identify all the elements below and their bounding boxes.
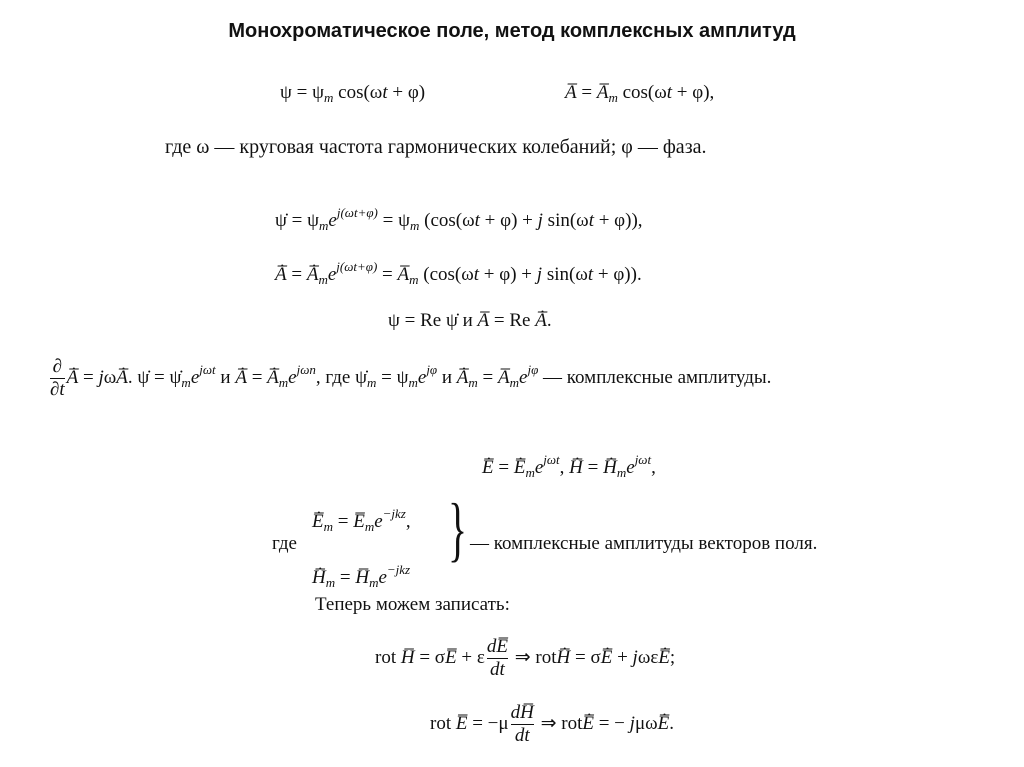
formula-part: jωt bbox=[199, 361, 216, 377]
formula-part: + φ), bbox=[672, 82, 715, 103]
formula-part: e bbox=[378, 567, 387, 588]
formula-part: cos(ω bbox=[617, 82, 667, 103]
formula-part: + bbox=[612, 646, 633, 668]
formula-part: H̅̇ bbox=[312, 567, 326, 588]
where-label: где bbox=[272, 533, 297, 554]
formula-part: H̅̇ bbox=[556, 646, 571, 668]
fraction-partial bbox=[50, 356, 65, 401]
formula-part: . ψ̇ = ψ̇ bbox=[127, 366, 182, 388]
formula-A-complex bbox=[275, 259, 642, 288]
formula-A bbox=[565, 82, 714, 106]
formula-part: sin(ω bbox=[542, 210, 589, 231]
formula-part: E̅ bbox=[455, 712, 468, 734]
fraction-numerator: dE̅̄ bbox=[486, 636, 508, 657]
formula-part: e bbox=[626, 457, 635, 478]
formula-part: m bbox=[616, 465, 627, 480]
formula-part: cos(ω bbox=[333, 82, 383, 103]
text-where-omega: где ω — круговая частота гармонических колебаний; φ — фаза. bbox=[165, 136, 707, 158]
formula-part: = −μ bbox=[467, 712, 509, 734]
fraction-denominator: dt bbox=[514, 725, 530, 746]
formula-part: t bbox=[587, 264, 594, 285]
formula-part: e bbox=[519, 366, 528, 388]
formula-part: и bbox=[215, 366, 236, 388]
formula-part: и bbox=[437, 366, 457, 388]
formula-part: = bbox=[582, 457, 604, 478]
formula-part: e bbox=[328, 210, 337, 231]
formula-part: ψ = Re ψ̇ и bbox=[388, 310, 478, 331]
formula-part: + φ) + bbox=[479, 210, 538, 231]
formula-part: E̅ bbox=[353, 511, 365, 532]
formula-rotH-lhs bbox=[375, 647, 485, 668]
formula-part: H̅̇ bbox=[569, 457, 583, 478]
formula-part: m bbox=[364, 519, 375, 534]
formula-part: H̅ bbox=[400, 646, 415, 668]
formula-part: A̅̇ bbox=[456, 366, 469, 388]
formula-part: = − bbox=[593, 712, 630, 734]
formula-part: e bbox=[374, 511, 383, 532]
formula-rotE-lhs bbox=[430, 713, 509, 734]
formula-part: (cos(ω bbox=[418, 264, 474, 285]
text-now: Теперь можем записать: bbox=[315, 594, 510, 615]
formula-part: A̅̇ bbox=[116, 366, 128, 388]
formula-part: . bbox=[546, 310, 552, 331]
formula-part: e bbox=[327, 264, 337, 285]
formula-part: = bbox=[493, 457, 514, 478]
formula-part: , bbox=[559, 457, 570, 478]
formula-part: E̅ bbox=[445, 646, 457, 668]
formula-part: + φ)). bbox=[593, 264, 642, 285]
formula-part: e bbox=[190, 366, 200, 388]
formula-part: ; bbox=[669, 646, 676, 668]
formula-part: m bbox=[319, 218, 329, 233]
formula-part: m bbox=[408, 374, 418, 390]
formula-part: j bbox=[537, 210, 543, 231]
formula-part: j bbox=[536, 264, 543, 285]
formula-part: A̅̇ bbox=[306, 264, 319, 285]
formula-part: E̅̇ bbox=[312, 511, 324, 532]
formula-part: m bbox=[409, 272, 419, 287]
formula-part: j bbox=[632, 646, 638, 668]
formula-part: m bbox=[323, 519, 333, 534]
formula-part: = bbox=[246, 366, 268, 388]
formula-part: m bbox=[278, 374, 289, 390]
formula-part: A̅̇ bbox=[275, 264, 287, 285]
fraction-dH-dt bbox=[511, 702, 534, 747]
formula-part: = bbox=[333, 511, 354, 532]
formula-Hm bbox=[312, 562, 410, 591]
text-vectors: — комплексные амплитуды векторов поля. bbox=[470, 533, 818, 554]
formula-part: = Re bbox=[489, 310, 536, 331]
formula-part: = bbox=[377, 264, 398, 285]
formula-part: m bbox=[325, 575, 336, 590]
formula-EH bbox=[482, 452, 656, 481]
formula-part: + φ) + bbox=[479, 264, 537, 285]
formula-part: ψ̇ = ψ bbox=[275, 210, 320, 231]
formula-part: m bbox=[369, 575, 379, 590]
formula-part: ⇒ rot bbox=[535, 712, 583, 734]
formula-part: ω bbox=[103, 366, 117, 388]
formula-part: j(ωt+φ) bbox=[336, 259, 378, 274]
slide-title: Монохроматическое поле, метод комплексных амплитуд bbox=[228, 20, 796, 42]
formula-part: e bbox=[534, 457, 544, 478]
formula-psi-complex bbox=[275, 205, 643, 234]
brace: } bbox=[448, 489, 468, 569]
formula-part: m bbox=[324, 90, 334, 105]
fraction-numerator: dH̅ bbox=[510, 702, 534, 723]
formula-part: A̅ bbox=[498, 366, 510, 388]
formula-part: A̅ bbox=[596, 82, 609, 103]
formula-part: jωn bbox=[296, 361, 316, 377]
formula-part: E̅̇ bbox=[482, 457, 494, 478]
formula-Em bbox=[312, 506, 411, 535]
formula-part: . bbox=[669, 712, 674, 734]
formula-part: E̅̇ bbox=[600, 646, 613, 668]
formula-part: A̅̇ bbox=[267, 366, 279, 388]
formula-part: — комплексные амплитуды. bbox=[538, 366, 772, 388]
formula-part: t bbox=[382, 82, 388, 103]
formula-part: E̅̇ bbox=[657, 712, 670, 734]
formula-part: jφ bbox=[426, 361, 438, 377]
formula-part: j bbox=[98, 366, 104, 388]
formula-part: j(ωt+φ) bbox=[336, 205, 378, 220]
formula-part: H̅ bbox=[355, 567, 370, 588]
formula-part: = bbox=[576, 82, 597, 103]
formula-part: (cos(ω bbox=[419, 210, 475, 231]
formula-part: = σ bbox=[570, 646, 601, 668]
formula-rotE-rhs bbox=[536, 713, 674, 734]
formula-part: + φ) bbox=[387, 82, 426, 103]
formula-psi bbox=[280, 82, 425, 106]
formula-rotE bbox=[430, 702, 674, 747]
formula-part: E̅̇ bbox=[658, 646, 670, 668]
formula-part: −jkz bbox=[386, 562, 411, 577]
fraction-numerator: ∂ bbox=[50, 356, 65, 379]
formula-part: e bbox=[288, 366, 297, 388]
fraction-denominator: dt bbox=[490, 659, 505, 680]
formula-part: = σ bbox=[414, 646, 446, 668]
formula-part: = bbox=[335, 567, 356, 588]
formula-part: = bbox=[286, 264, 307, 285]
formula-part: A̅̇ bbox=[66, 366, 79, 388]
formula-part: t bbox=[474, 210, 480, 231]
formula-derivative bbox=[48, 356, 771, 401]
formula-part: = ψ bbox=[376, 366, 409, 388]
formula-part: m bbox=[525, 465, 535, 480]
formula-part: m bbox=[509, 374, 520, 390]
formula-part: sin(ω bbox=[542, 264, 588, 285]
formula-part: jωt bbox=[543, 452, 560, 467]
formula-part: m bbox=[409, 218, 420, 233]
formula-part: A̅̇ bbox=[535, 310, 547, 331]
formula-re bbox=[388, 310, 552, 332]
formula-part: m bbox=[608, 90, 618, 105]
formula-part: μω bbox=[634, 712, 658, 734]
formula-part: , bbox=[405, 511, 411, 532]
formula-part: m bbox=[366, 374, 377, 390]
formula-part: + ε bbox=[456, 646, 485, 668]
formula-part: m bbox=[468, 374, 478, 390]
formula-part: t bbox=[588, 210, 594, 231]
fraction-dE-dt bbox=[487, 636, 508, 681]
fraction-denominator: ∂t bbox=[50, 379, 65, 400]
formula-part: rot bbox=[375, 646, 401, 668]
formula-part: = bbox=[477, 366, 499, 388]
formula-part: = bbox=[78, 366, 99, 388]
formula-part: = ψ bbox=[377, 210, 410, 231]
formula-part: j bbox=[629, 712, 635, 734]
formula-part: , bbox=[651, 457, 656, 478]
formula-part: A̅ bbox=[477, 310, 490, 331]
formula-part: H̅̇ bbox=[603, 457, 617, 478]
formula-part: , где ψ̇ bbox=[315, 366, 367, 388]
formula-part: t bbox=[666, 82, 673, 103]
formula-rotH bbox=[375, 636, 675, 681]
formula-part: jφ bbox=[527, 361, 539, 377]
formula-part: m bbox=[181, 374, 191, 390]
formula-part: −jkz bbox=[382, 506, 406, 521]
formula-part: E̅̇ bbox=[582, 712, 594, 734]
formula-part: ⇒ rot bbox=[509, 646, 557, 668]
formula-part: rot bbox=[430, 712, 456, 734]
formula-rotH-rhs bbox=[510, 647, 675, 668]
formula-part: E̅̇ bbox=[513, 457, 526, 478]
formula-part: m bbox=[318, 272, 328, 287]
formula-part: jωt bbox=[634, 452, 652, 467]
formula-part: A̅ bbox=[397, 264, 410, 285]
formula-part: t bbox=[473, 264, 480, 285]
formula-part: e bbox=[417, 366, 427, 388]
formula-part: ωε bbox=[637, 646, 659, 668]
formula-part: ψ = ψ bbox=[280, 82, 325, 103]
formula-derivative-rest bbox=[66, 361, 772, 390]
formula-part: + φ)), bbox=[593, 210, 643, 231]
formula-part: A̅̇ bbox=[235, 366, 247, 388]
formula-part: A̅ bbox=[565, 82, 577, 103]
